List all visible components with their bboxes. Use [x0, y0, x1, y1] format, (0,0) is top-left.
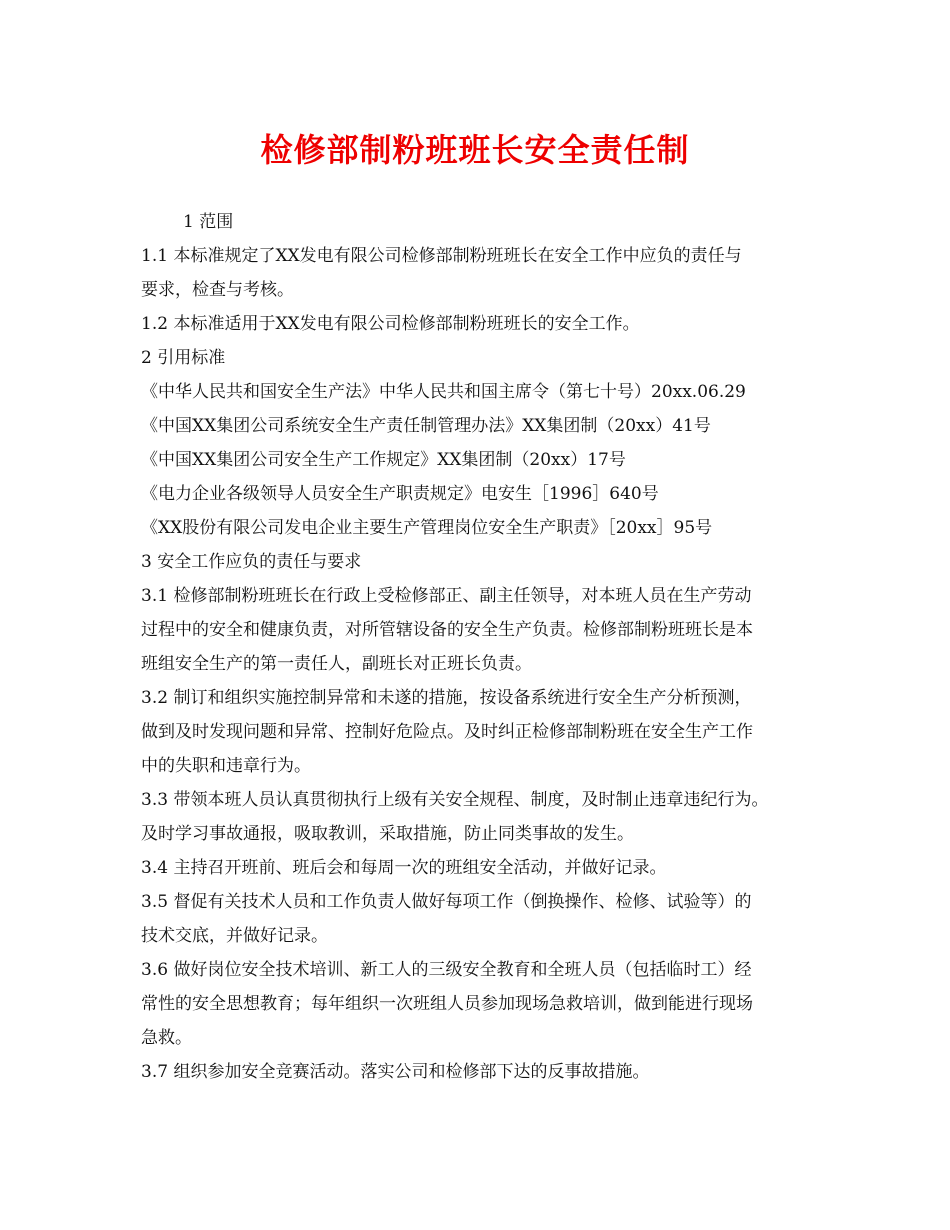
reference-item: 《XX股份有限公司发电企业主要生产管理岗位安全生产职责》［20xx］95号 [141, 518, 713, 538]
reference-item: 《电力企业各级领导人员安全生产职责规定》电安生［1996］640号 [141, 484, 659, 504]
section-heading-scope: 1 范围 [183, 212, 234, 232]
paragraph-line: 1.2 本标准适用于XX发电有限公司检修部制粉班班长的安全工作。 [141, 314, 640, 334]
paragraph-line: 3.4 主持召开班前、班后会和每周一次的班组安全活动，并做好记录。 [141, 858, 667, 878]
reference-item: 《中国XX集团公司安全生产工作规定》XX集团制（20xx）17号 [141, 450, 626, 470]
paragraph-line: 3.6 做好岗位安全技术培训、新工人的三级安全教育和全班人员（包括临时工）经 [141, 960, 752, 980]
paragraph-line: 3.1 检修部制粉班班长在行政上受检修部正、副主任领导，对本班人员在生产劳动 [141, 586, 752, 606]
paragraph-line: 过程中的安全和健康负责，对所管辖设备的安全生产负责。检修部制粉班班长是本 [141, 620, 753, 640]
paragraph-line: 中的失职和违章行为。 [141, 756, 311, 776]
reference-item: 《中国XX集团公司系统安全生产责任制管理办法》XX集团制（20xx）41号 [141, 416, 711, 436]
paragraph-line: 技术交底，并做好记录。 [141, 926, 328, 946]
reference-item: 《中华人民共和国安全生产法》中华人民共和国主席令（第七十号）20xx.06.29 [141, 382, 746, 402]
paragraph-line: 班组安全生产的第一责任人，副班长对正班长负责。 [141, 654, 532, 674]
paragraph-line: 及时学习事故通报，吸取教训，采取措施，防止同类事故的发生。 [141, 824, 634, 844]
paragraph-line: 要求，检查与考核。 [141, 280, 294, 300]
paragraph-line: 急救。 [141, 1028, 192, 1048]
document-body [141, 205, 841, 1089]
section-heading-responsibilities: 3 安全工作应负的责任与要求 [141, 552, 362, 572]
paragraph-line: 1.1 本标准规定了XX发电有限公司检修部制粉班班长在安全工作中应负的责任与 [141, 246, 742, 266]
document-title: 检修部制粉班班长安全责任制 [260, 131, 690, 169]
paragraph-line: 3.2 制订和组织实施控制异常和未遂的措施，按设备系统进行安全生产分析预测， [141, 688, 752, 708]
section-heading-references: 2 引用标准 [141, 348, 226, 368]
paragraph-line: 3.3 带领本班人员认真贯彻执行上级有关安全规程、制度，及时制止违章违纪行为。 [141, 790, 769, 810]
paragraph-line: 3.5 督促有关技术人员和工作负责人做好每项工作（倒换操作、检修、试验等）的 [141, 892, 752, 912]
paragraph-line: 常性的安全思想教育；每年组织一次班组人员参加现场急救培训，做到能进行现场 [141, 994, 753, 1014]
paragraph-line: 3.7 组织参加安全竞赛活动。落实公司和检修部下达的反事故措施。 [141, 1062, 650, 1082]
paragraph-line: 做到及时发现问题和异常、控制好危险点。及时纠正检修部制粉班在安全生产工作 [141, 722, 753, 742]
